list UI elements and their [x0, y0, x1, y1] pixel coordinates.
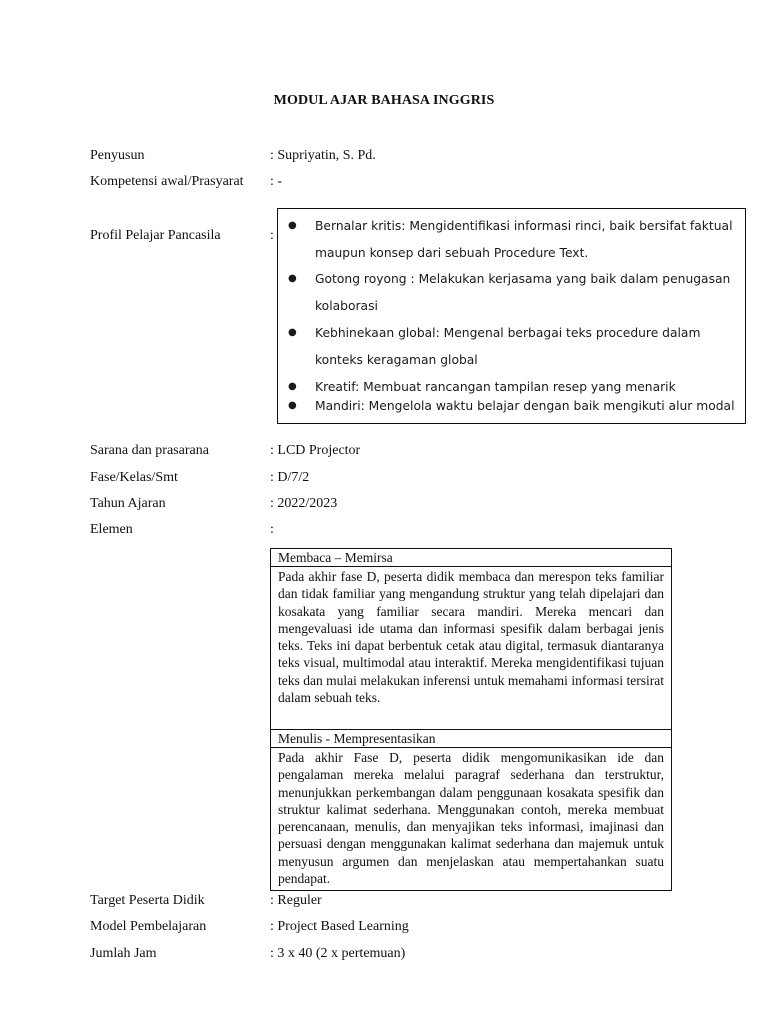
profil-item: ● Mandiri: Mengelola waktu belajar dengan baik mengikuti alur modal — [288, 399, 735, 413]
bullet-icon: ● — [288, 400, 297, 411]
bullet-icon: ● — [288, 381, 297, 392]
field-label: Tahun Ajaran — [90, 496, 166, 511]
field-label: Kompetensi awal/Prasyarat — [90, 174, 244, 189]
table-heading-menulis: Menulis - Mempresentasikan — [271, 730, 671, 748]
bullet-icon: ● — [288, 220, 297, 231]
field-value: : — [270, 228, 274, 243]
table-cell-menulis: Pada akhir Fase D, peserta didik mengomunikasikan ide dan pengalaman mereka melalui paragraf sederhana dan terstruktur, menunjukkan perkembangan dalam penggunaan kosakata spesifik dan struktur kalimat sederhana. Menggunakan contoh, mereka membuat perencanaan, menulis, dan menyajikan teks informasi, imajinasi dan persuasi dengan menggunakan kalimat sederhana dan majemuk untuk menyusun argumen dan menjelaskan atau mempertahankan suatu pendapat. — [278, 750, 664, 887]
bullet-icon: ● — [288, 273, 297, 284]
profil-pelajar-box — [277, 208, 746, 424]
field-value: : 3 x 40 (2 x pertemuan) — [270, 946, 406, 961]
field-label: Penyusun — [90, 148, 145, 163]
field-label: Jumlah Jam — [90, 946, 157, 961]
field-label: Sarana dan prasarana — [90, 443, 209, 458]
field-label: Profil Pelajar Pancasila — [90, 228, 221, 243]
field-value: : Reguler — [270, 893, 322, 908]
field-value: : LCD Projector — [270, 443, 361, 458]
field-label: Elemen — [90, 522, 133, 537]
field-label: Target Peserta Didik — [90, 893, 205, 908]
field-value: : — [270, 522, 274, 537]
profil-item: ● Kebhinekaan global: Mengenal berbagai teks procedure dalam konteks keragaman global — [278, 320, 745, 376]
field-value: : 2022/2023 — [270, 496, 338, 511]
field-value: : - — [270, 174, 283, 189]
field-label: Model Pembelajaran — [90, 919, 207, 934]
field-value: : Project Based Learning — [270, 919, 409, 934]
profil-item: ● Bernalar kritis: Mengidentifikasi informasi rinci, baik bersifat faktual maupun konsep dari sebuah Procedure Text. — [278, 213, 745, 269]
page-title: MODUL AJAR BAHASA INGGRIS — [273, 93, 495, 108]
bullet-icon: ● — [288, 327, 297, 338]
profil-item: ● Gotong royong : Melakukan kerjasama yang baik dalam penugasan kolaborasi — [278, 266, 745, 322]
field-label: Fase/Kelas/Smt — [90, 470, 178, 485]
field-value: : Supriyatin, S. Pd. — [270, 148, 376, 163]
profil-item: ● Kreatif: Membuat rancangan tampilan resep yang menarik — [288, 380, 676, 394]
elemen-table — [270, 548, 672, 891]
table-heading-membaca: Membaca – Memirsa — [271, 549, 671, 567]
field-value: : D/7/2 — [270, 470, 310, 485]
table-cell-membaca: Pada akhir fase D, peserta didik membaca dan merespon teks familiar dan tidak familiar yang mengandung struktur yang telah dipelajari dan kosakata yang familiar secara mandiri. Mereka mencari dan mengevaluasi ide utama dan informasi spesifik dalam berbagai jenis teks. Teks ini dapat berbentuk cetak atau digital, termasuk diantaranya teks visual, multimodal atau interaktif. Mereka mengidentifikasi tujuan teks dan mulai melakukan inferensi untuk memahami informasi tersirat dalam sebuah teks. — [278, 569, 664, 706]
